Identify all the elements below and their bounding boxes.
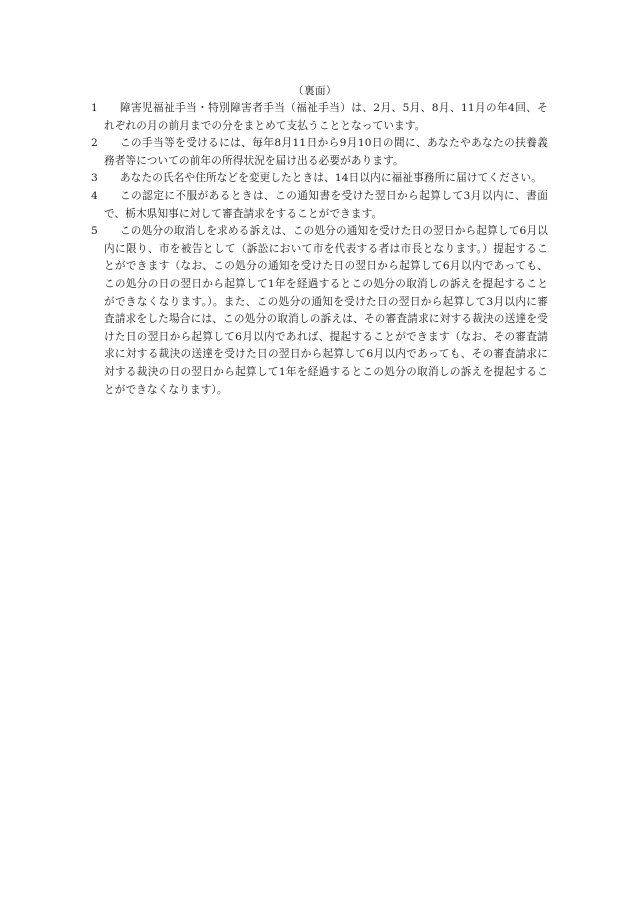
note-number: 2 [91,137,98,150]
note-item [92,170,548,188]
note-text: この認定に不服があるときは、この通知書を受けた翌日から起算して3月以内に、書面で、栃木県知事に対して審査請求をすることができます。 [104,189,548,220]
note-text: あなたの氏名や住所などを変更したときは、14日以内に福祉事務所に届けてください。 [120,172,543,185]
page-heading: （裏面） [293,85,337,97]
note-text: この処分の取消しを求める訴えは、この処分の通知を受けた日の翌日から起算して6月以内に限り、市を被告として（訴訟において市を代表する者は市長となります。）提起することができます（なお、この処分の通知を受けた日の翌日から起算して6月以内であっても、この処分の日の翌日から起算して1年を経過するとこの処分の取消しの訴えを提起することができなくなります。）。また、この処分の通知を受けた日の翌日から起算して3月以内に審査請求をした場合には、この処分の取消しの訴えは、その審査請求に対する裁決の送達を受けた日の翌日から起算して6月以内であれば、提起することができます（なお、その審査請求に対する裁決の送達を受けた日の翌日から起算して6月以内であっても、その審査請求に対する裁決の日の翌日から起算して1年を経過するとこの処分の取消しの訴えを提起することができなくなります）。 [104,225,548,396]
note-number: 1 [91,102,98,114]
notes-list [92,100,548,399]
note-item [92,100,548,135]
note-number: 5 [91,225,98,238]
note-number: 4 [91,189,98,202]
note-text: 障害児福祉手当・特別障害者手当（福祉手当）は、2月、5月、8月、11月の年4回、それぞれの月の前月までの分をまとめて支払うこととなっています。 [104,102,548,132]
note-item [92,223,548,399]
note-item [92,188,548,223]
note-number: 3 [91,172,98,185]
note-item [92,135,548,170]
note-text: この手当等を受けるには、毎年8月11日から9月10日の間に、あなたやあなたの扶養義務者等についての前年の所得状況を届け出る必要があります。 [104,137,548,167]
